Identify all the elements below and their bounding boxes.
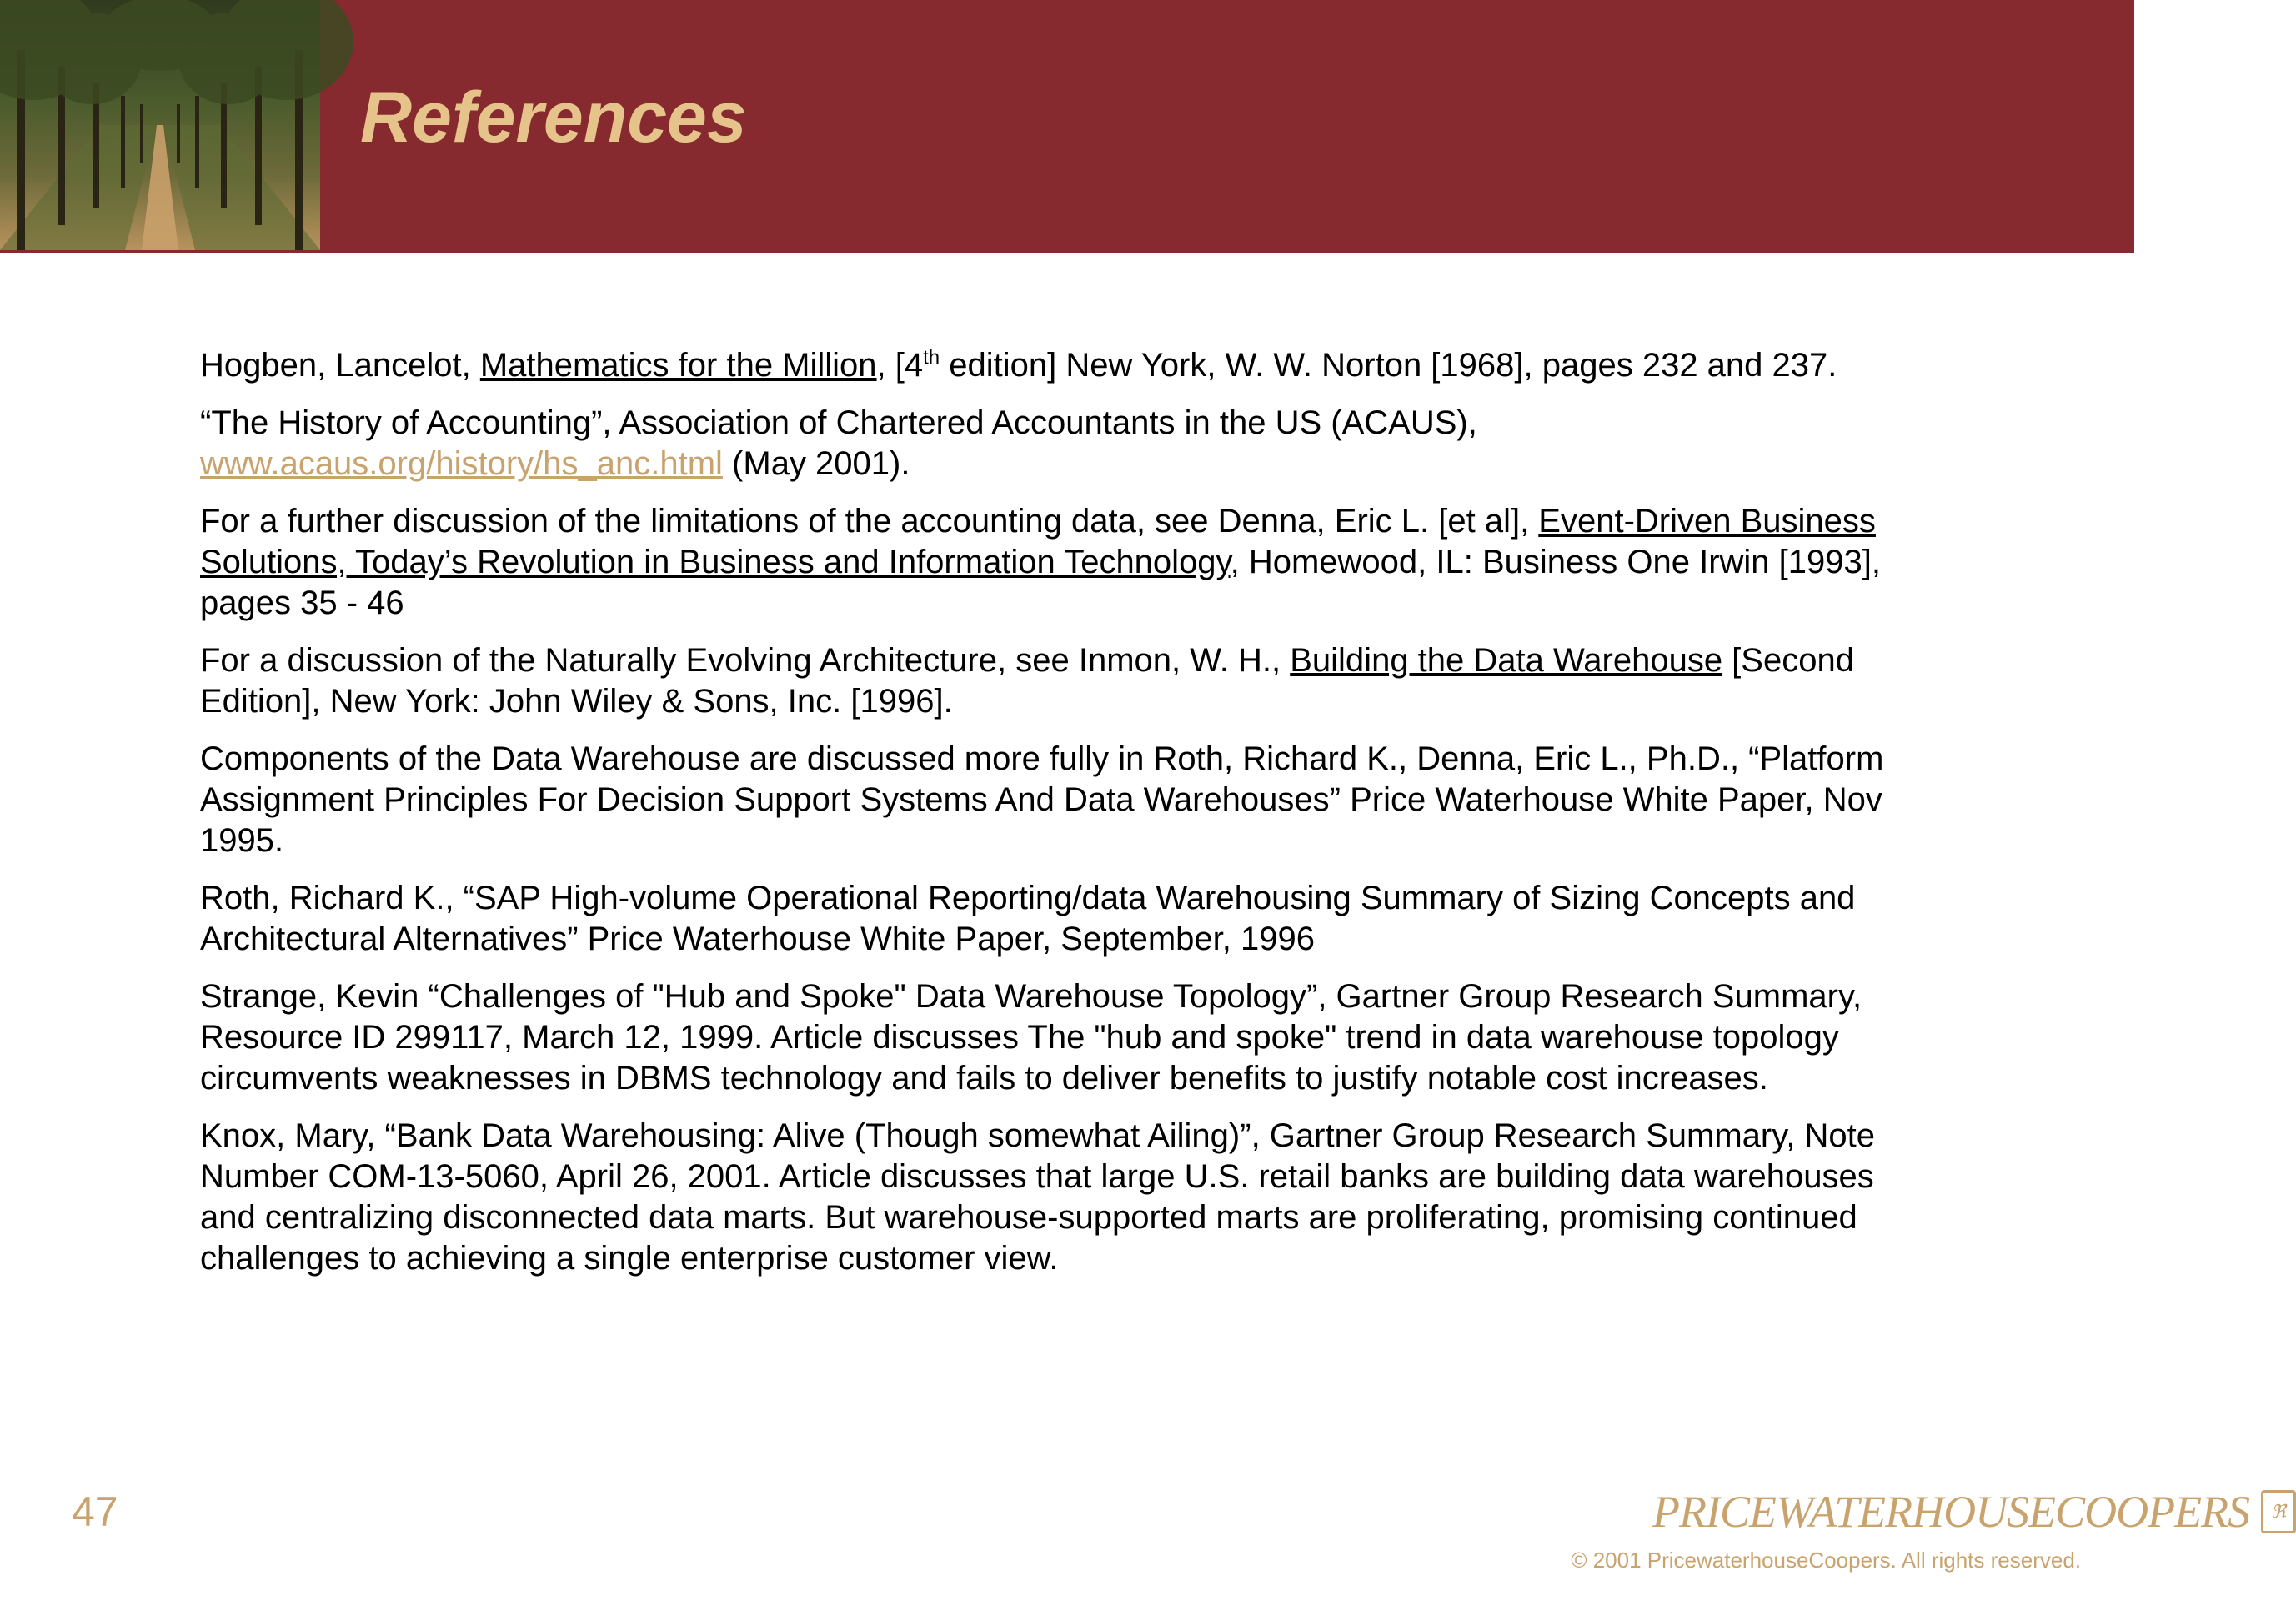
tree-lined-road-photo [0,0,320,250]
reference-list [200,345,1901,1296]
reference-item: Knox, Mary, “Bank Data Warehousing: Alive (Though somewhat Ailing)”, Gartner Group Research Summary, Note Number COM-13-5060, April 26, 2001. Article discusses that large U.S. retail banks are building data warehouses and centralizing disconnected data marts. But warehouse-supported marts are proliferating, promising continued challenges to achieving a single enterprise customer view. [200,1117,1875,1277]
acaus-link[interactable]: www.acaus.org/history/hs_anc.html [200,445,723,482]
book-title: Mathematics for the Million [479,347,877,384]
reference-item: Strange, Kevin “Challenges of "Hub and Spoke" Data Warehouse Topology”, Gartner Group Research Summary, Resource ID 299117, March 12, 1999. Article discusses The "hub and spoke" trend in data warehouse topology circumvents weaknesses in DBMS technology and fails to deliver benefits to justify notable cost increases. [200,978,1862,1097]
book-title: Building the Data Warehouse [1290,642,1723,679]
reference-item: For a further discussion of the limitations of the accounting data, see Denna, Eric L. [et al], Event-Driven Business Solutions, Today’s Revolution in Business and Information Technology, Homewood, IL: Business One Irwin [1993], pages 35 - 46 [200,503,1881,621]
page-title: References [360,78,747,158]
header-divider [0,250,320,253]
copyright-notice: © 2001 PricewaterhouseCoopers. All rights reserved. [1571,1548,2081,1573]
page-number: 47 [72,1488,118,1535]
book-title: Event-Driven Business Solutions, Today’s Revolution in Business and Information Technology [200,503,1876,580]
logo-emblem-icon: ℜ [2261,1490,2296,1533]
pwc-logo [1652,1486,2296,1538]
logo-wordmark: PRICEWATERHOUSECOOPERS [1652,1487,2250,1537]
reference-item: Roth, Richard K., “SAP High-volume Operational Reporting/data Warehousing Summary of Sizing Concepts and Architectural Alternatives” Price Waterhouse White Paper, September, 1996 [200,880,1856,957]
reference-item: Components of the Data Warehouse are discussed more fully in Roth, Richard K., Denna, Eric L., Ph.D., “Platform Assignment Principles For Decision Support Systems And Data Warehouses” Price Waterhouse White Paper, Nov 1995. [200,740,1884,859]
reference-item: For a discussion of the Naturally Evolving Architecture, see Inmon, W. H., Building the Data Warehouse [Second Edition], New York: John Wiley & Sons, Inc. [1996]. [200,642,1854,720]
reference-item: “The History of Accounting”, Association of Chartered Accountants in the US (ACAUS), www.acaus.org/history/hs_anc.html (May 2001). [200,404,1477,482]
reference-item: Hogben, Lancelot, Mathematics for the Million, [4th edition] New York, W. W. Norton [1968], pages 232 and 237. [200,346,1837,384]
